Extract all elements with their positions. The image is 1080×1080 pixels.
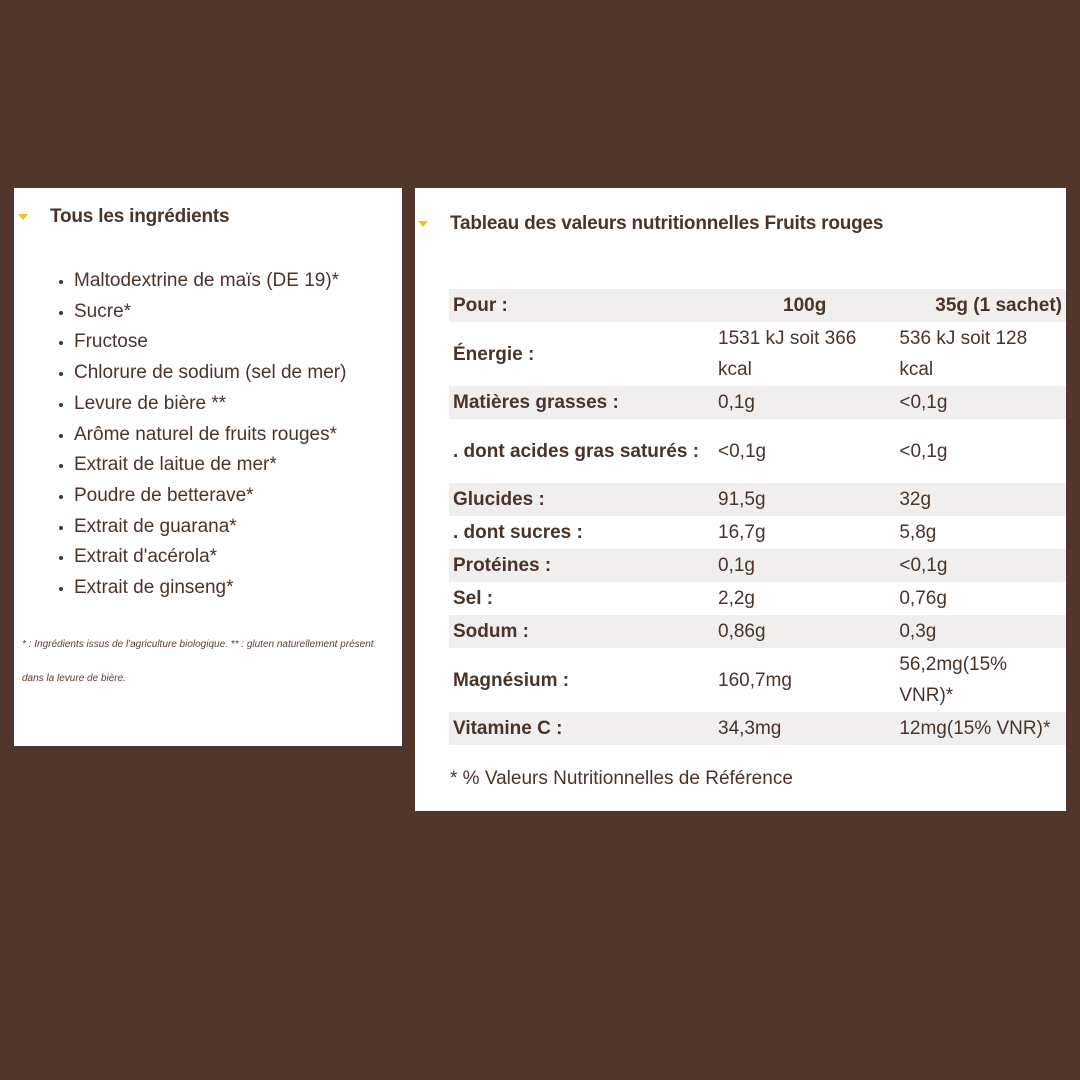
- row-value-sachet: 32g: [895, 483, 1066, 516]
- row-label: Énergie :: [453, 343, 535, 365]
- ingredients-toggle[interactable]: [18, 206, 229, 228]
- table-row: [449, 615, 1066, 648]
- row-label: . dont sucres :: [453, 522, 583, 543]
- ingredients-list: [56, 266, 346, 604]
- row-value-100g: 16,7g: [718, 522, 766, 543]
- list-item: • Extrait de ginseng*: [74, 573, 346, 604]
- nutrition-title: Tableau des valeurs nutritionnelles Fruits rouges: [450, 213, 884, 234]
- list-item: • Extrait de guarana*: [74, 512, 346, 543]
- table-row: [449, 712, 1066, 745]
- list-item: • Extrait de laitue de mer*: [74, 450, 346, 481]
- row-value-100g: 34,3mg: [714, 712, 895, 745]
- row-value-sachet: <0,1g: [895, 386, 1066, 419]
- nutrition-toggle[interactable]: [418, 213, 883, 235]
- table-row: [449, 648, 1066, 712]
- table-row: [449, 516, 1066, 549]
- list-item: • Chlorure de sodium (sel de mer): [74, 358, 346, 389]
- row-value-sachet: 5,8g: [899, 522, 937, 543]
- list-item: • Levure de bière **: [74, 389, 346, 420]
- table-header-row: [449, 289, 1066, 322]
- header-label: Pour :: [449, 289, 714, 322]
- row-value-100g: 0,86g: [714, 615, 895, 648]
- table-row: [449, 483, 1066, 516]
- row-label: Vitamine C :: [449, 712, 714, 745]
- table-row: [449, 549, 1066, 582]
- row-value-sachet: 56,2mg(15% VNR)*: [899, 654, 1008, 706]
- row-label: Sodum :: [449, 615, 714, 648]
- list-item: • Poudre de betterave*: [74, 481, 346, 512]
- header-col-100g: 100g: [714, 289, 895, 322]
- list-item: • Maltodextrine de maïs (DE 19)*: [74, 266, 346, 297]
- nutrition-table: [449, 289, 1066, 745]
- row-label: . dont acides gras saturés :: [453, 440, 700, 462]
- ingredients-title: Tous les ingrédients: [50, 206, 230, 227]
- row-value-100g: 0,1g: [714, 549, 895, 582]
- row-value-100g: 160,7mg: [718, 669, 792, 691]
- triangle-down-icon: [418, 221, 428, 227]
- list-item: • Fructose: [74, 327, 346, 358]
- table-row: [449, 322, 1066, 386]
- row-value-sachet: 536 kJ soit 128 kcal: [899, 328, 1028, 380]
- row-label: Matières grasses :: [449, 386, 714, 419]
- row-label: Magnésium :: [453, 669, 570, 691]
- row-value-sachet: <0,1g: [899, 440, 948, 462]
- header-col-sachet: 35g (1 sachet): [895, 289, 1066, 322]
- row-value-sachet: 12mg(15% VNR)*: [895, 712, 1066, 745]
- table-row: [449, 386, 1066, 419]
- row-value-100g: 91,5g: [714, 483, 895, 516]
- row-value-100g: 0,1g: [714, 386, 895, 419]
- row-label: Sel :: [453, 588, 494, 609]
- row-value-100g: 2,2g: [718, 588, 755, 609]
- row-label: Protéines :: [449, 549, 714, 582]
- list-item: • Sucre*: [74, 297, 346, 328]
- row-value-100g: <0,1g: [718, 440, 767, 462]
- ingredients-panel: [14, 188, 402, 746]
- ingredients-footnote: * : Ingrédients issus de l'agriculture biologique. ** : gluten naturellement présent dans la levure de bière.: [22, 639, 374, 684]
- triangle-down-icon: [18, 214, 28, 220]
- table-row: [449, 582, 1066, 615]
- row-value-100g: 1531 kJ soit 366 kcal: [718, 328, 857, 380]
- row-label: Glucides :: [449, 483, 714, 516]
- row-value-sachet: 0,76g: [899, 588, 947, 609]
- list-item: • Extrait d'acérola*: [74, 542, 346, 573]
- table-row: [449, 419, 1066, 483]
- nutrition-panel: [415, 188, 1066, 811]
- row-value-sachet: <0,1g: [895, 549, 1066, 582]
- row-value-sachet: 0,3g: [895, 615, 1066, 648]
- list-item: • Arôme naturel de fruits rouges*: [74, 420, 346, 451]
- nutrition-footnote: * % Valeurs Nutritionnelles de Référence: [450, 768, 793, 789]
